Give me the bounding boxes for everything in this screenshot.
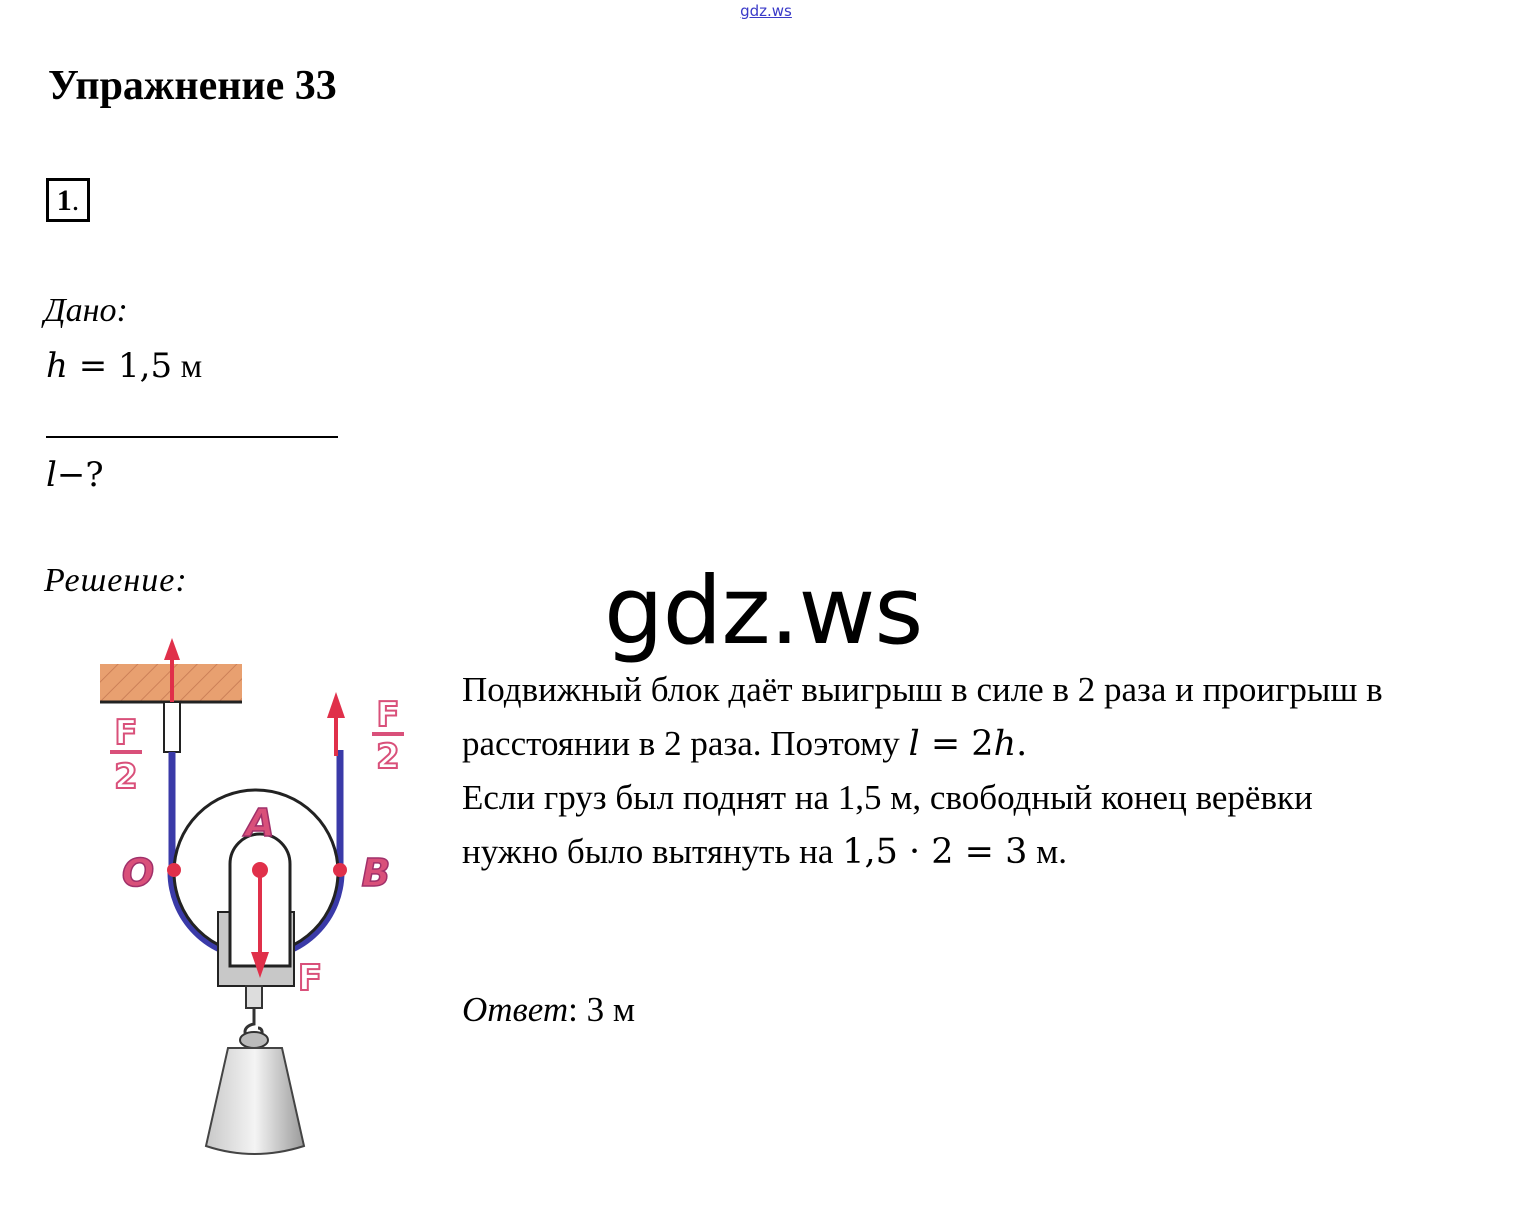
answer-label: Ответ <box>462 990 569 1029</box>
solution-line-1: Подвижный блок даёт выигрыш в силе в 2 раза и проигрыш в <box>462 670 1383 709</box>
point-o-dot <box>167 863 181 877</box>
answer-line <box>462 990 635 1030</box>
weight-top <box>240 1032 268 1048</box>
solution-label: Решение: <box>44 562 188 599</box>
solution-line-3: Если груз был поднят на 1,5 м, свободный конец верёвки <box>462 778 1313 817</box>
label-point-b: B <box>361 851 391 895</box>
find-var: l <box>46 455 57 495</box>
label-f-half-left-num: F <box>114 713 138 753</box>
pulley-diagram <box>96 626 426 1166</box>
exercise-title: Упражнение 33 <box>48 63 337 109</box>
formula-var-l: l <box>908 724 920 764</box>
formula-calc: 1,5 · 2 = 3 <box>842 832 1028 872</box>
rope-clamp <box>164 702 180 752</box>
task-number: 1 <box>56 184 72 217</box>
label-f-half-left <box>110 713 142 797</box>
task-number-suffix: . <box>71 184 80 217</box>
solution-text <box>462 663 1383 879</box>
formula-end: . <box>1016 724 1028 764</box>
formula-l-2h <box>909 724 1028 764</box>
task-number-box <box>46 178 90 222</box>
point-b-dot <box>333 863 347 877</box>
label-f-half-right-den: 2 <box>376 737 400 777</box>
formula-var-h: h <box>993 724 1017 764</box>
label-f-half-right-num: F <box>376 695 400 735</box>
weight <box>206 1048 304 1154</box>
label-force-f: F <box>297 958 323 999</box>
solution-line-2 <box>462 717 1383 771</box>
find-rest: −? <box>56 455 104 495</box>
solution-line-2-text: расстоянии в 2 раза. Поэтому <box>462 724 900 763</box>
given-var: h <box>46 346 68 386</box>
given-divider <box>46 436 338 438</box>
given-eq: = 1,5 <box>67 346 173 386</box>
formula-calc-unit: м. <box>1027 832 1068 871</box>
answer-value: : 3 м <box>568 990 635 1029</box>
label-f-half-left-den: 2 <box>114 757 138 797</box>
solution-line-4 <box>462 825 1383 879</box>
watermark-top[interactable]: gdz.ws <box>740 2 792 20</box>
hook-rod <box>246 986 262 1008</box>
label-point-a: A <box>245 801 275 845</box>
label-f-half-right <box>372 695 404 777</box>
watermark-big: gdz.ws <box>604 557 923 666</box>
label-point-o: O <box>121 851 155 895</box>
given-label: Дано: <box>44 292 128 329</box>
formula-eq: = 2 <box>919 724 994 764</box>
find-line <box>46 455 104 495</box>
given-unit: м <box>172 348 203 385</box>
given-value <box>46 346 202 386</box>
solution-line-4-text: нужно было вытянуть на <box>462 832 834 871</box>
